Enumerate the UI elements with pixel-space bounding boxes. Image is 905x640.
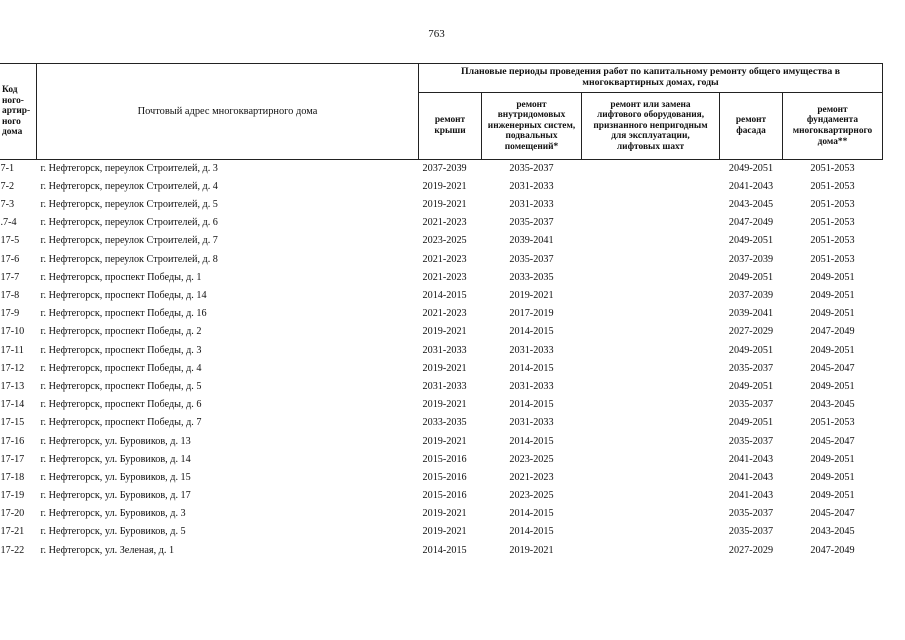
address-cell: г. Нефтегорск, проспект Победы, д. 5 bbox=[40, 380, 202, 392]
address-cell: г. Нефтегорск, ул. Буровиков, д. 13 bbox=[40, 435, 191, 447]
header-planned-periods: Плановые периоды проведения работ по капитальному ремонту общего имущества в многоквартирных домах, годы bbox=[419, 64, 883, 93]
elevator-period-cell bbox=[582, 542, 720, 560]
facade-period-cell: 2041-2043 bbox=[728, 180, 774, 192]
systems-period-cell: 2033-2035 bbox=[509, 271, 554, 283]
house-code-cell: 17-7 bbox=[0, 271, 20, 283]
address-cell: г. Нефтегорск, проспект Победы, д. 3 bbox=[40, 344, 202, 356]
header-facade-repair: ремонт фасада bbox=[720, 93, 783, 160]
table-row bbox=[0, 542, 883, 560]
address-cell: г. Нефтегорск, проспект Победы, д. 6 bbox=[40, 399, 202, 411]
roof-period-cell: 2019-2021 bbox=[422, 508, 467, 520]
address-cell: г. Нефтегорск, переулок Строителей, д. 7 bbox=[40, 235, 218, 247]
table-row bbox=[0, 324, 883, 342]
foundation-period-cell: 2049-2051 bbox=[810, 308, 855, 320]
foundation-period-cell: 2049-2051 bbox=[810, 344, 855, 356]
table-row bbox=[0, 415, 883, 433]
foundation-period-cell: 2049-2051 bbox=[810, 380, 855, 392]
table-row bbox=[0, 215, 883, 233]
elevator-period-cell bbox=[582, 524, 720, 542]
systems-period-cell: 2039-2041 bbox=[509, 235, 554, 247]
facade-period-cell: 2041-2043 bbox=[728, 471, 774, 483]
roof-period-cell: 2014-2015 bbox=[422, 544, 467, 556]
roof-period-cell: 2021-2023 bbox=[422, 308, 467, 320]
elevator-period-cell bbox=[582, 178, 720, 196]
address-cell: г. Нефтегорск, ул. Буровиков, д. 17 bbox=[40, 490, 191, 502]
house-code-cell: 17-15 bbox=[0, 417, 25, 429]
foundation-period-cell: 2051-2053 bbox=[810, 235, 855, 247]
facade-period-cell: 2049-2051 bbox=[728, 380, 774, 392]
roof-period-cell: 2019-2021 bbox=[422, 326, 467, 338]
systems-period-cell: 2014-2015 bbox=[509, 435, 554, 447]
address-cell: г. Нефтегорск, переулок Строителей, д. 6 bbox=[40, 217, 218, 229]
elevator-period-cell bbox=[582, 342, 720, 360]
foundation-period-cell: 2045-2047 bbox=[810, 362, 855, 374]
table-row bbox=[0, 287, 883, 305]
table-row bbox=[0, 451, 883, 469]
foundation-period-cell: 2051-2053 bbox=[810, 417, 855, 429]
foundation-period-cell: 2047-2049 bbox=[810, 326, 855, 338]
roof-period-cell: 2019-2021 bbox=[422, 399, 467, 411]
table-row bbox=[0, 506, 883, 524]
elevator-period-cell bbox=[582, 378, 720, 396]
address-cell: г. Нефтегорск, переулок Строителей, д. 8 bbox=[40, 253, 218, 265]
roof-period-cell: 2019-2021 bbox=[422, 435, 467, 447]
foundation-period-cell: 2045-2047 bbox=[810, 435, 855, 447]
foundation-period-cell: 2051-2053 bbox=[810, 253, 855, 265]
roof-period-cell: 2021-2023 bbox=[422, 271, 467, 283]
elevator-period-cell bbox=[582, 215, 720, 233]
house-code-cell: 17-10 bbox=[0, 326, 25, 338]
foundation-period-cell: 2051-2053 bbox=[810, 162, 855, 174]
roof-period-cell: 2019-2021 bbox=[422, 180, 467, 192]
facade-period-cell: 2037-2039 bbox=[728, 253, 774, 265]
systems-period-cell: 2035-2037 bbox=[509, 162, 554, 174]
systems-period-cell: 2031-2033 bbox=[509, 417, 554, 429]
table-row bbox=[0, 487, 883, 505]
table-row bbox=[0, 306, 883, 324]
systems-period-cell: 2031-2033 bbox=[509, 199, 554, 211]
address-cell: г. Нефтегорск, переулок Строителей, д. 3 bbox=[40, 162, 218, 174]
house-code-cell: 17-8 bbox=[0, 290, 20, 302]
systems-period-cell: 2017-2019 bbox=[509, 308, 554, 320]
facade-period-cell: 2035-2037 bbox=[728, 399, 774, 411]
address-cell: г. Нефтегорск, переулок Строителей, д. 4 bbox=[40, 180, 218, 192]
elevator-period-cell bbox=[582, 306, 720, 324]
foundation-period-cell: 2045-2047 bbox=[810, 508, 855, 520]
elevator-period-cell bbox=[582, 287, 720, 305]
address-cell: г. Нефтегорск, ул. Буровиков, д. 5 bbox=[40, 526, 186, 538]
house-code-cell: 17-17 bbox=[0, 453, 25, 465]
elevator-period-cell bbox=[582, 360, 720, 378]
address-cell: г. Нефтегорск, ул. Зеленая, д. 1 bbox=[40, 544, 175, 556]
roof-period-cell: 2015-2016 bbox=[422, 453, 467, 465]
header-house-code: Код ного- артир- ного дома bbox=[0, 64, 37, 160]
elevator-period-cell bbox=[582, 451, 720, 469]
address-cell: г. Нефтегорск, проспект Победы, д. 16 bbox=[40, 308, 207, 320]
foundation-period-cell: 2047-2049 bbox=[810, 544, 855, 556]
elevator-period-cell bbox=[582, 487, 720, 505]
roof-period-cell: 2021-2023 bbox=[422, 253, 467, 265]
facade-period-cell: 2041-2043 bbox=[728, 453, 774, 465]
address-cell: г. Нефтегорск, ул. Буровиков, д. 3 bbox=[40, 508, 186, 520]
systems-period-cell: 2035-2037 bbox=[509, 253, 554, 265]
table-row bbox=[0, 469, 883, 487]
facade-period-cell: 2035-2037 bbox=[728, 508, 774, 520]
house-code-cell: 17-21 bbox=[0, 526, 25, 538]
house-code-cell: 17-6 bbox=[0, 253, 20, 265]
systems-period-cell: 2014-2015 bbox=[509, 508, 554, 520]
foundation-period-cell: 2049-2051 bbox=[810, 290, 855, 302]
facade-period-cell: 2043-2045 bbox=[728, 199, 774, 211]
foundation-period-cell: 2043-2045 bbox=[810, 526, 855, 538]
header-elevator-repair: ремонт или замена лифтового оборудования, признанного непригодным для эксплуатации, лифтовых шахт bbox=[582, 93, 720, 160]
foundation-period-cell: 2049-2051 bbox=[810, 471, 855, 483]
elevator-period-cell bbox=[582, 251, 720, 269]
table-row bbox=[0, 196, 883, 214]
systems-period-cell: 2019-2021 bbox=[509, 544, 554, 556]
systems-period-cell: 2035-2037 bbox=[509, 217, 554, 229]
facade-period-cell: 2041-2043 bbox=[728, 490, 774, 502]
address-cell: г. Нефтегорск, проспект Победы, д. 2 bbox=[40, 326, 202, 338]
facade-period-cell: 2035-2037 bbox=[728, 435, 774, 447]
foundation-period-cell: 2051-2053 bbox=[810, 199, 855, 211]
address-cell: г. Нефтегорск, проспект Победы, д. 1 bbox=[40, 271, 202, 283]
house-code-cell: 17-5 bbox=[0, 235, 20, 247]
roof-period-cell: 2021-2023 bbox=[422, 217, 467, 229]
table-row bbox=[0, 378, 883, 396]
roof-period-cell: 2019-2021 bbox=[422, 199, 467, 211]
roof-period-cell: 2033-2035 bbox=[422, 417, 467, 429]
table-row bbox=[0, 160, 883, 179]
facade-period-cell: 2049-2051 bbox=[728, 271, 774, 283]
roof-period-cell: 2031-2033 bbox=[422, 344, 467, 356]
house-code-cell: 17-14 bbox=[0, 399, 25, 411]
roof-period-cell: 2023-2025 bbox=[422, 235, 467, 247]
capital-repair-schedule-table bbox=[0, 63, 883, 560]
table-row bbox=[0, 178, 883, 196]
header-address: Почтовый адрес многоквартирного дома bbox=[37, 64, 419, 160]
house-code-cell: 17-20 bbox=[0, 508, 25, 520]
facade-period-cell: 2049-2051 bbox=[728, 344, 774, 356]
house-code-cell: 17-11 bbox=[0, 344, 24, 356]
facade-period-cell: 2049-2051 bbox=[728, 235, 774, 247]
facade-period-cell: 2047-2049 bbox=[728, 217, 774, 229]
table-row bbox=[0, 360, 883, 378]
house-code-cell: 17-12 bbox=[0, 362, 25, 374]
systems-period-cell: 2031-2033 bbox=[509, 380, 554, 392]
elevator-period-cell bbox=[582, 433, 720, 451]
foundation-period-cell: 2043-2045 bbox=[810, 399, 855, 411]
elevator-period-cell bbox=[582, 160, 720, 179]
systems-period-cell: 2014-2015 bbox=[509, 326, 554, 338]
roof-period-cell: 2015-2016 bbox=[422, 490, 467, 502]
address-cell: г. Нефтегорск, переулок Строителей, д. 5 bbox=[40, 199, 218, 211]
address-cell: г. Нефтегорск, проспект Победы, д. 14 bbox=[40, 290, 207, 302]
house-code-cell: 17-9 bbox=[0, 308, 20, 320]
roof-period-cell: 2015-2016 bbox=[422, 471, 467, 483]
systems-period-cell: 2019-2021 bbox=[509, 290, 554, 302]
systems-period-cell: 2014-2015 bbox=[509, 362, 554, 374]
foundation-period-cell: 2049-2051 bbox=[810, 453, 855, 465]
facade-period-cell: 2037-2039 bbox=[728, 290, 774, 302]
systems-period-cell: 2021-2023 bbox=[509, 471, 554, 483]
elevator-period-cell bbox=[582, 506, 720, 524]
elevator-period-cell bbox=[582, 469, 720, 487]
roof-period-cell: 2031-2033 bbox=[422, 380, 467, 392]
house-code-cell: 7-1 bbox=[0, 162, 15, 174]
header-engineering-systems: ремонт внутридомовых инженерных систем, подвальных помещений* bbox=[482, 93, 582, 160]
house-code-cell: 7-3 bbox=[0, 199, 15, 211]
house-code-cell: 17-16 bbox=[0, 435, 25, 447]
elevator-period-cell bbox=[582, 233, 720, 251]
elevator-period-cell bbox=[582, 396, 720, 414]
table-row bbox=[0, 269, 883, 287]
header-foundation-repair: ремонт фундамента многоквартирного дома** bbox=[783, 93, 883, 160]
table-body bbox=[0, 160, 883, 561]
house-code-cell: 17-22 bbox=[0, 544, 25, 556]
foundation-period-cell: 2051-2053 bbox=[810, 217, 855, 229]
table-row bbox=[0, 251, 883, 269]
house-code-cell: .7-4 bbox=[0, 217, 17, 229]
elevator-period-cell bbox=[582, 324, 720, 342]
header-roof-repair: ремонт крыши bbox=[419, 93, 482, 160]
table-row bbox=[0, 396, 883, 414]
foundation-period-cell: 2049-2051 bbox=[810, 271, 855, 283]
address-cell: г. Нефтегорск, ул. Буровиков, д. 15 bbox=[40, 471, 191, 483]
facade-period-cell: 2027-2029 bbox=[728, 326, 774, 338]
facade-period-cell: 2039-2041 bbox=[728, 308, 774, 320]
elevator-period-cell bbox=[582, 415, 720, 433]
roof-period-cell: 2019-2021 bbox=[422, 362, 467, 374]
table-row bbox=[0, 433, 883, 451]
facade-period-cell: 2027-2029 bbox=[728, 544, 774, 556]
house-code-cell: 17-18 bbox=[0, 471, 25, 483]
systems-period-cell: 2023-2025 bbox=[509, 490, 554, 502]
address-cell: г. Нефтегорск, проспект Победы, д. 7 bbox=[40, 417, 202, 429]
facade-period-cell: 2035-2037 bbox=[728, 526, 774, 538]
systems-period-cell: 2014-2015 bbox=[509, 526, 554, 538]
foundation-period-cell: 2049-2051 bbox=[810, 490, 855, 502]
roof-period-cell: 2014-2015 bbox=[422, 290, 467, 302]
elevator-period-cell bbox=[582, 196, 720, 214]
address-cell: г. Нефтегорск, проспект Победы, д. 4 bbox=[40, 362, 202, 374]
facade-period-cell: 2049-2051 bbox=[728, 417, 774, 429]
elevator-period-cell bbox=[582, 269, 720, 287]
table-row bbox=[0, 342, 883, 360]
house-code-cell: 7-2 bbox=[0, 180, 15, 192]
house-code-cell: 17-19 bbox=[0, 490, 25, 502]
facade-period-cell: 2049-2051 bbox=[728, 162, 774, 174]
systems-period-cell: 2031-2033 bbox=[509, 180, 554, 192]
table-row bbox=[0, 233, 883, 251]
systems-period-cell: 2031-2033 bbox=[509, 344, 554, 356]
page-number: 763 bbox=[428, 28, 445, 40]
systems-period-cell: 2014-2015 bbox=[509, 399, 554, 411]
roof-period-cell: 2019-2021 bbox=[422, 526, 467, 538]
house-code-cell: 17-13 bbox=[0, 380, 25, 392]
facade-period-cell: 2035-2037 bbox=[728, 362, 774, 374]
address-cell: г. Нефтегорск, ул. Буровиков, д. 14 bbox=[40, 453, 191, 465]
table-row bbox=[0, 524, 883, 542]
roof-period-cell: 2037-2039 bbox=[422, 162, 467, 174]
foundation-period-cell: 2051-2053 bbox=[810, 180, 855, 192]
systems-period-cell: 2023-2025 bbox=[509, 453, 554, 465]
